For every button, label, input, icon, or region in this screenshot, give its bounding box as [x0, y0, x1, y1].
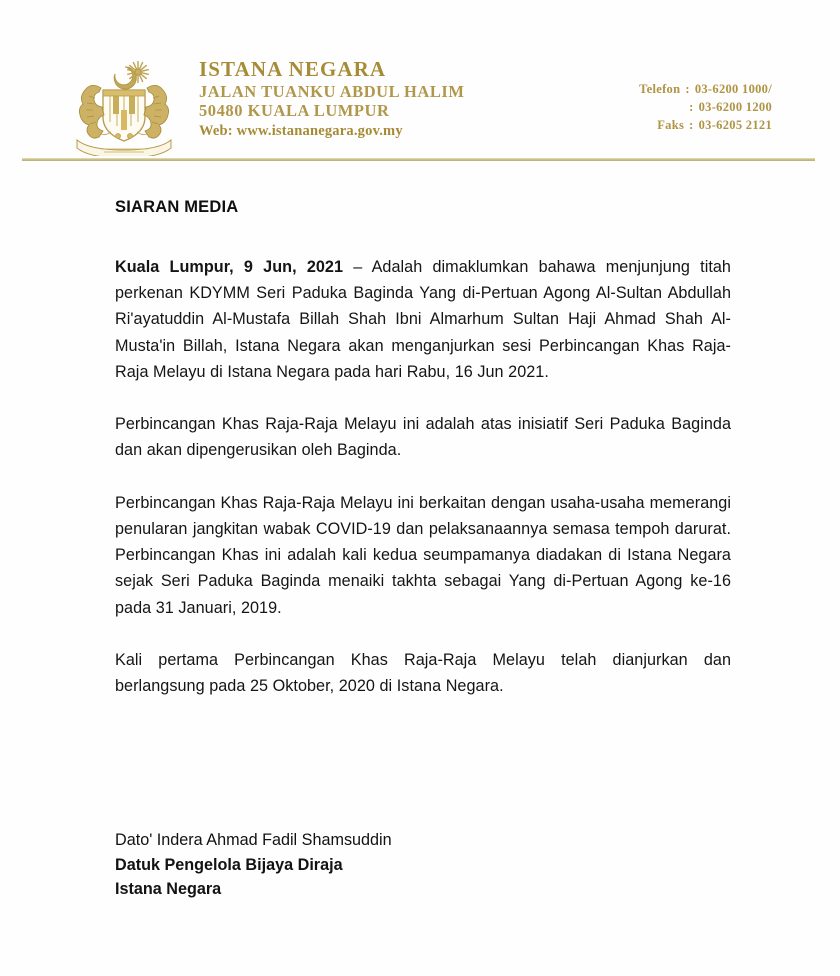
signatory-organisation: Istana Negara — [115, 880, 222, 899]
contact-separator: : — [689, 118, 694, 133]
organisation-identity — [199, 58, 464, 141]
contact-label: Faks — [657, 118, 685, 133]
paragraph-4: Kali pertama Perbincangan Khas Raja-Raja Melayu telah dianjurkan dan berlangsung pada 25 Oktober, 2020 di Istana Negara. — [115, 650, 731, 696]
address-line-2: 50480 KUALA LUMPUR — [199, 101, 390, 121]
header-divider — [22, 158, 815, 161]
paragraph-1 — [115, 254, 731, 385]
signatory-title: Datuk Pengelola Bijaya Diraja — [115, 855, 343, 874]
organisation-name: ISTANA NEGARA — [199, 57, 387, 81]
contact-label — [630, 98, 689, 116]
contact-value: 03-6205 2121 — [698, 118, 772, 133]
signature-block — [115, 828, 635, 902]
contact-row-telefon-2 — [626, 98, 772, 116]
contact-label: Telefon — [639, 82, 681, 96]
contact-separator: : — [689, 100, 694, 115]
dateline: Kuala Lumpur, 9 Jun, 2021 — [115, 258, 344, 276]
contact-row-faks — [626, 116, 772, 134]
paragraph-3: Perbincangan Khas Raja-Raja Melayu ini berkaitan dengan usaha-usaha memerangi penularan jangkitan wabak COVID-19 dan pelaksanaannya semasa tempoh darurat. Perbincangan Khas ini adalah kali kedua seumpamanya diadakan di Istana Negara sejak Seri Paduka Baginda menaiki takhta sebagai Yang di-Pertuan Agong ke-16 pada 31 Januari, 2019. — [115, 493, 731, 617]
letterhead — [0, 0, 840, 150]
signatory-name: Dato' Indera Ahmad Fadil Shamsuddin — [115, 831, 392, 849]
contact-details — [626, 80, 772, 134]
page-title: SIARAN MEDIA — [115, 198, 239, 216]
contact-value: 03-6200 1000/ — [694, 82, 772, 96]
paragraph-1-text: – Adalah dimaklumkan bahawa menjunjung titah perkenan KDYMM Seri Paduka Baginda Yang di-Pertuan Agong Al-Sultan Abdullah Ri'ayatuddin Al-Mustafa Billah Shah Ibni Almarhum Sultan Haji Ahmad Shah Al-Musta'in Billah, Istana Negara akan menganjurkan sesi Perbincangan Khas Raja-Raja Melayu di Istana Negara pada hari Rabu, 16 Jun 2021. — [115, 258, 731, 381]
contact-separator: : — [685, 82, 690, 96]
website-line: Web: www.istananegara.gov.my — [199, 123, 403, 140]
paragraph-2: Perbincangan Khas Raja-Raja Melayu ini adalah atas inisiatif Seri Paduka Baginda dan akan dipengerusikan oleh Baginda. — [115, 415, 731, 460]
malaysia-coat-of-arms-icon — [63, 44, 185, 156]
document-body — [115, 198, 731, 699]
contact-value: 03-6200 1200 — [698, 100, 772, 115]
address-line-1: JALAN TUANKU ABDUL HALIM — [199, 81, 465, 101]
contact-row-telefon-1 — [626, 80, 772, 98]
